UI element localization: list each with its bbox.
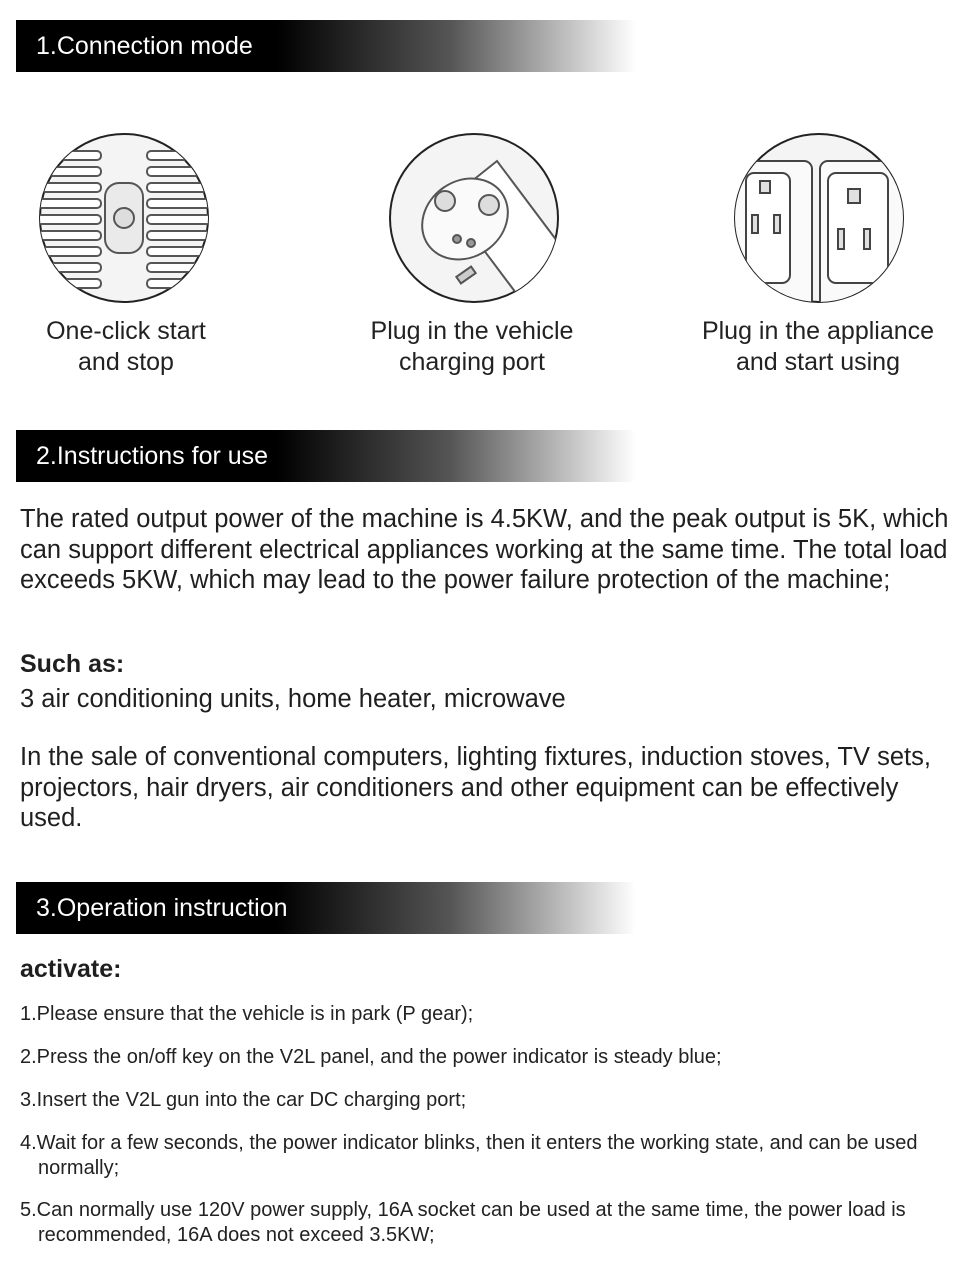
such-as-text: 3 air conditioning units, home heater, microwave	[20, 685, 566, 713]
activate-label: activate:	[20, 955, 122, 983]
caption-vehicle-port	[322, 316, 622, 378]
charging-plug-icon	[387, 131, 561, 305]
power-panel-icon	[37, 131, 211, 305]
caption-line: Plug in the appliance	[701, 317, 935, 345]
caption-line: charging port	[399, 348, 545, 376]
instructions-banner: 2.Instructions for use	[16, 430, 636, 482]
step-item: 2.Press the on/off key on the V2L panel, and the power indicator is steady blue;	[20, 1046, 722, 1068]
usage-paragraph: In the sale of conventional computers, lighting fixtures, induction stoves, TV sets, projectors, hair dryers, air conditioners and other equipment can be effectively used.	[20, 743, 931, 832]
caption-line: and stop	[78, 348, 174, 376]
caption-appliance	[668, 316, 968, 378]
caption-line: and start using	[736, 348, 900, 376]
operation-banner: 3.Operation instruction	[16, 882, 636, 934]
caption-line: Plug in the vehicle	[370, 317, 574, 345]
rated-output-paragraph: The rated output power of the machine is 4.5KW, and the peak output is 5K, which can support different electrical appliances working at the same time. The total load exceeds 5KW, which may lead to the power failure protection of the machine;	[20, 505, 949, 594]
step-item: 3.Insert the V2L gun into the car DC charging port;	[20, 1089, 467, 1111]
connection-mode-banner: 1.Connection mode	[16, 20, 636, 72]
caption-one-click	[0, 316, 276, 378]
step-item: 5.Can normally use 120V power supply, 16A socket can be used at the same time, the power load is recommended, 16A does not exceed 3.5KW;	[20, 1199, 906, 1246]
power-socket-icon	[732, 131, 906, 305]
such-as-label: Such as:	[20, 650, 125, 678]
caption-line: One-click start	[46, 317, 206, 345]
step-item: 4.Wait for a few seconds, the power indicator blinks, then it enters the working state, and can be used normally;	[20, 1132, 918, 1179]
step-item: 1.Please ensure that the vehicle is in park (P gear);	[20, 1003, 474, 1025]
